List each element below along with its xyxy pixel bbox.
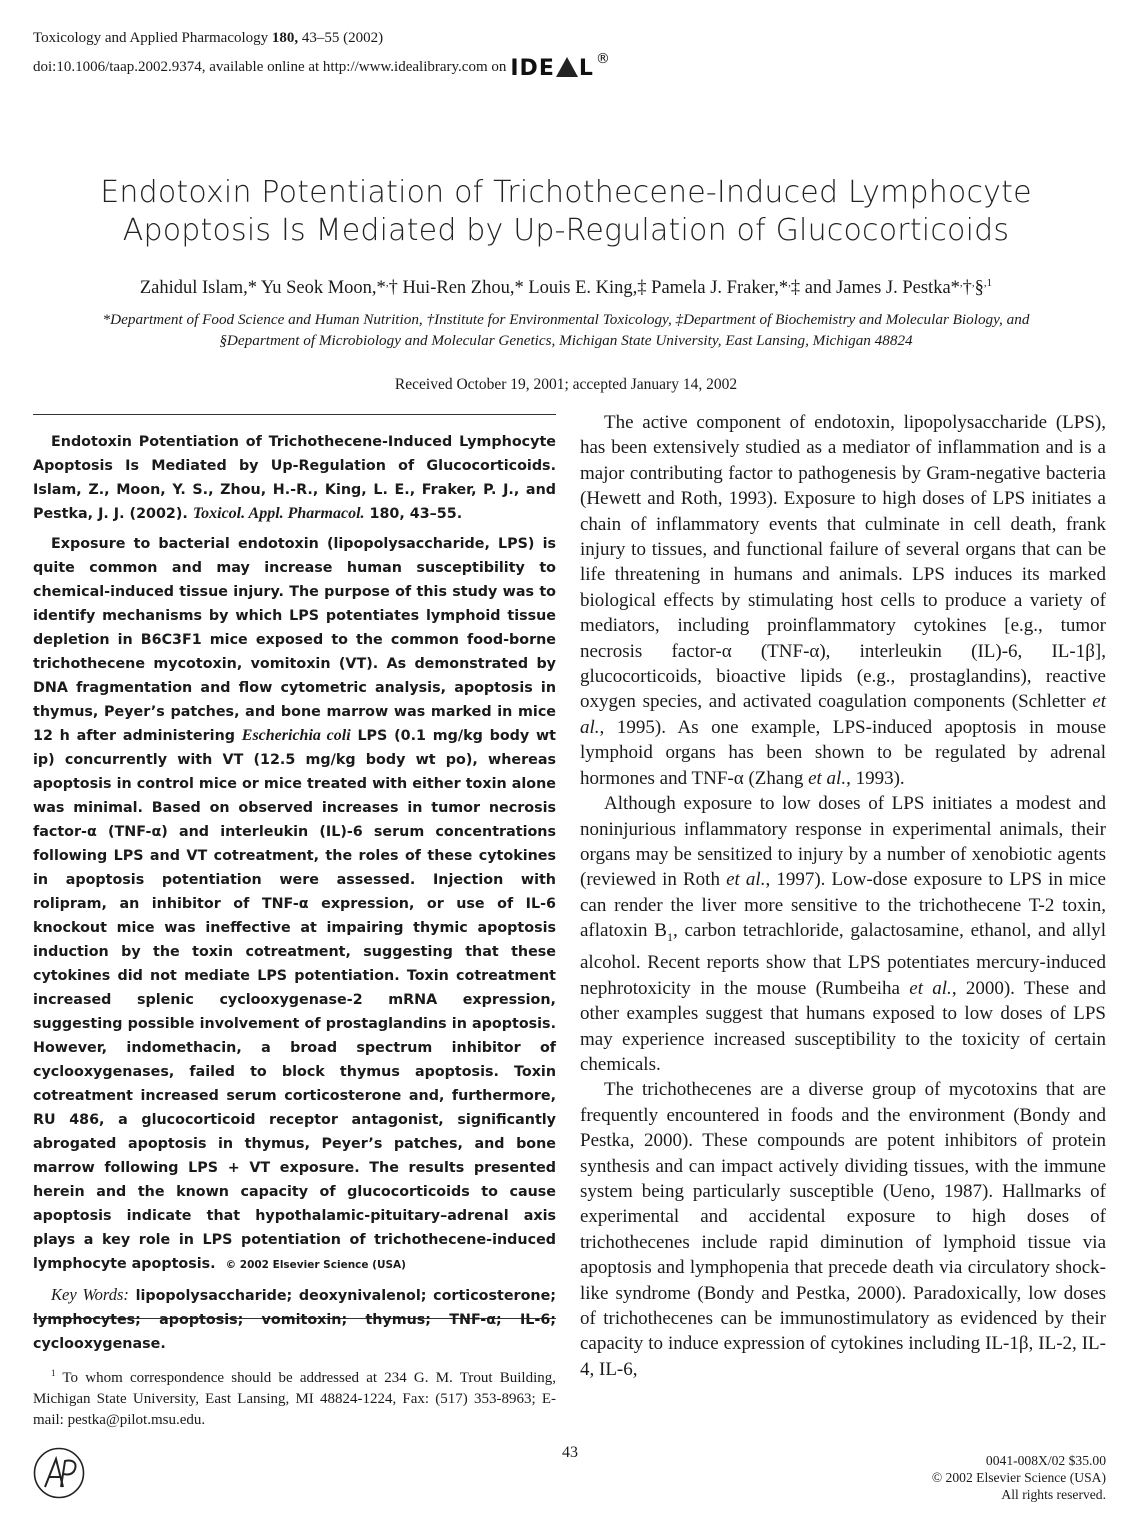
- affiliation-line-2: §Department of Microbiology and Molecular Genetics, Michigan State University, East Lansing, Michigan 48824: [219, 332, 913, 349]
- footer-copyright: © 2002 Elsevier Science (USA): [931, 1470, 1106, 1485]
- affiliations: [30, 309, 1102, 351]
- journal-citation-line: Toxicology and Applied Pharmacology 180, 43–55 (2002): [33, 30, 384, 46]
- page-number: 43: [562, 1444, 578, 1461]
- abstract-body: Exposure to bacterial endotoxin (lipopolysaccharide, LPS) is quite common and may increase human susceptibility to chemical-induced tissue injury. The purpose of this study was to identify mechanisms by which LPS potentiates lymphoid tissue depletion in B6C3F1 mice exposed to the common food-borne trichothecene mycotoxin, vomitoxin (VT). As demonstrated by DNA fragmentation and flow cytometric analysis, apoptosis in thymus, Peyer’s patches, and bone marrow was marked in mice 12 h after administering Escherichia coli LPS (0.1 mg/kg body wt ip) concurrently with VT (12.5 mg/kg body wt po), whereas apoptosis in control mice or mice treated with either toxin alone was minimal. Based on observed increases in tumor necrosis factor-α (TNF-α) and interleukin (IL)-6 serum concentrations following LPS and VT cotreatment, the roles of these cytokines in apoptosis potentiation were assessed. Injection with rolipram, an inhibitor of TNF-α expression, or use of IL-6 knockout mice was ineffective at impairing thymic apoptosis induction by the toxin cotreatment, suggesting that these cytokines did not mediate LPS potentiation. Toxin cotreatment increased splenic cyclooxygenase-2 mRNA expression, suggesting possible involvement of prostaglandins in apoptosis. However, indomethacin, a broad spectrum inhibitor of cyclooxygenases, failed to block thymus apoptosis. Toxin cotreatment increased serum corticosterone and, furthermore, RU 486, a glucocorticoid receptor antagonist, significantly abrogated apoptosis in thymus, Peyer’s patches, and bone marrow following LPS + VT exposure. The results presented herein and the known capacity of glucocorticoids to cause apoptosis indicate that hypothalamic-pituitary–adrenal axis plays a key role in LPS potentiation of trichothecene-induced lymphocyte apoptosis. © 2002 Elsevier Science (USA): [33, 536, 556, 1272]
- journal-volume: 180,: [271, 30, 299, 46]
- academic-press-logo-icon: [33, 1447, 85, 1499]
- ideal-logo: IDE L ®: [510, 51, 611, 81]
- title-line-1: Endotoxin Potentiation of Trichothecene-Induced Lymphocyte: [100, 175, 1032, 210]
- body-text: [580, 410, 1106, 1382]
- keywords-label: Key Words:: [51, 1285, 129, 1304]
- body-paragraph-1: The active component of endotoxin, lipopolysaccharide (LPS), has been extensively studied as a mediator of inflammation and is a major contributing factor to pathogenesis by Gram-negative bacteria (Hewett and Roth, 1993). Exposure to high doses of LPS initiates a chain of inflammatory events that culminate in cell death, frank injury to tissues, and functional failure of several organs that can be life threatening in humans and animals. LPS induces its marked biological effects by stimulating host cells to produce a variety of mediators, including proinflammatory cytokines [e.g., tumor necrosis factor-α (TNF-α), interleukin (IL)-6, IL-1β], glucocorticoids, bioactive lipids (e.g., prostaglandins), reactive oxygen species, and activated coagulation components (Schletter et al., 1995). As one example, LPS-induced apoptosis in mouse lymphoid organs has been shown to be regulated by adrenal hormones and TNF-α (Zhang et al., 1993).: [580, 412, 1106, 789]
- issn-copyright-block: [932, 1452, 1106, 1503]
- abstract: [33, 430, 556, 1362]
- ideal-logo-triangle-icon: [556, 57, 578, 77]
- keywords: Key Words: lipopolysaccharide; deoxynivalenol; corticosterone; lymphocytes; apoptosis; vomitoxin; thymus; TNF-α; IL-6; cyclooxygenase.: [33, 1285, 556, 1352]
- species-name: Escherichia coli: [241, 727, 351, 744]
- abstract-copyright: © 2002 Elsevier Science (USA): [225, 1259, 406, 1271]
- doi-text: doi:10.1006/taap.2002.9374, available online at http://www.idealibrary.com on: [33, 59, 507, 75]
- abstract-citation-journal: Toxicol. Appl. Pharmacol.: [192, 505, 365, 522]
- title-line-2: Apoptosis Is Mediated by Up-Regulation of Glucocorticoids: [122, 213, 1010, 248]
- article-title: [60, 174, 1072, 250]
- abstract-top-rule: [33, 414, 556, 415]
- issn: 0041-008X/02 $35.00: [985, 1453, 1106, 1468]
- body-paragraph-2: Although exposure to low doses of LPS initiates a modest and noninjurious inflammatory response in experimental animals, their organs may be sensitized to injury by a number of xenobiotic agents (reviewed in Roth et al., 1997). Low-dose exposure to LPS in mice can render the liver more sensitive to the trichothecene T-2 toxin, aflatoxin $B_1$, carbon tetrachloride, galactosamine, ethanol, and allyl alcohol. Recent reports show that LPS potentiates mercury-induced nephrotoxicity in the mouse (Rumbeiha et al., 2000). These and other examples suggest that humans exposed to low doses of LPS may experience increased susceptibility to the toxicity of certain chemicals.: [580, 793, 1107, 1075]
- journal-doi-line: [33, 49, 733, 79]
- journal-header: [33, 28, 733, 79]
- abstract-citation: Endotoxin Potentiation of Trichothecene-Induced Lymphocyte Apoptosis Is Mediated by Up-Regulation of Glucocorticoids. Islam, Z., Moon, Y. S., Zhou, H.-R., King, L. E., Fraker, P. J., and Pestka, J. J. (2002). Toxicol. Appl. Pharmacol. 180, 43–55.: [33, 434, 556, 522]
- affiliation-line-1: *Department of Food Science and Human Nutrition, †Institute for Environmental Toxicology, ‡Department of Biochemistry and Molecular Biology, and: [102, 311, 1030, 328]
- footnote-mark: 1: [51, 1368, 56, 1378]
- author-list: Zahidul Islam,* Yu Seok Moon,*,† Hui-Ren Zhou,* Louis E. King,‡ Pamela J. Fraker,*,‡ and James J. Pestka*,†,§$^{,1}$: [139, 277, 993, 299]
- received-dates: Received October 19, 2001; accepted January 14, 2002: [394, 376, 738, 393]
- correspondence-footnote: $^1$ To whom correspondence should be addressed at 234 G. M. Trout Building, Michigan State University, East Lansing, MI 48824-1224, Fax: (517) 353-8963; E-mail: pestka@pilot.msu.edu.: [33, 1368, 556, 1428]
- rights-reserved: All rights reserved.: [1001, 1487, 1106, 1502]
- body-paragraph-3: The trichothecenes are a diverse group of mycotoxins that are frequently encountered in foods and the environment (Bondy and Pestka, 2000). These compounds are potent inhibitors of protein synthesis and can impact actively dividing tissues, with the immune system being particularly susceptible (Ueno, 1987). Hallmarks of experimental and accidental exposure to high doses of trichothecenes include rapid diminution of lymphoid tissue via apoptosis and lymphopenia that precede death via circulatory shock-like syndrome (Bondy and Pestka, 2000). Paradoxically, low doses of trichothecenes can be immunostimulatory as evidenced by their capacity to induce expression of cytokines including IL-1β, IL-2, IL-4, IL-6,: [580, 1079, 1106, 1380]
